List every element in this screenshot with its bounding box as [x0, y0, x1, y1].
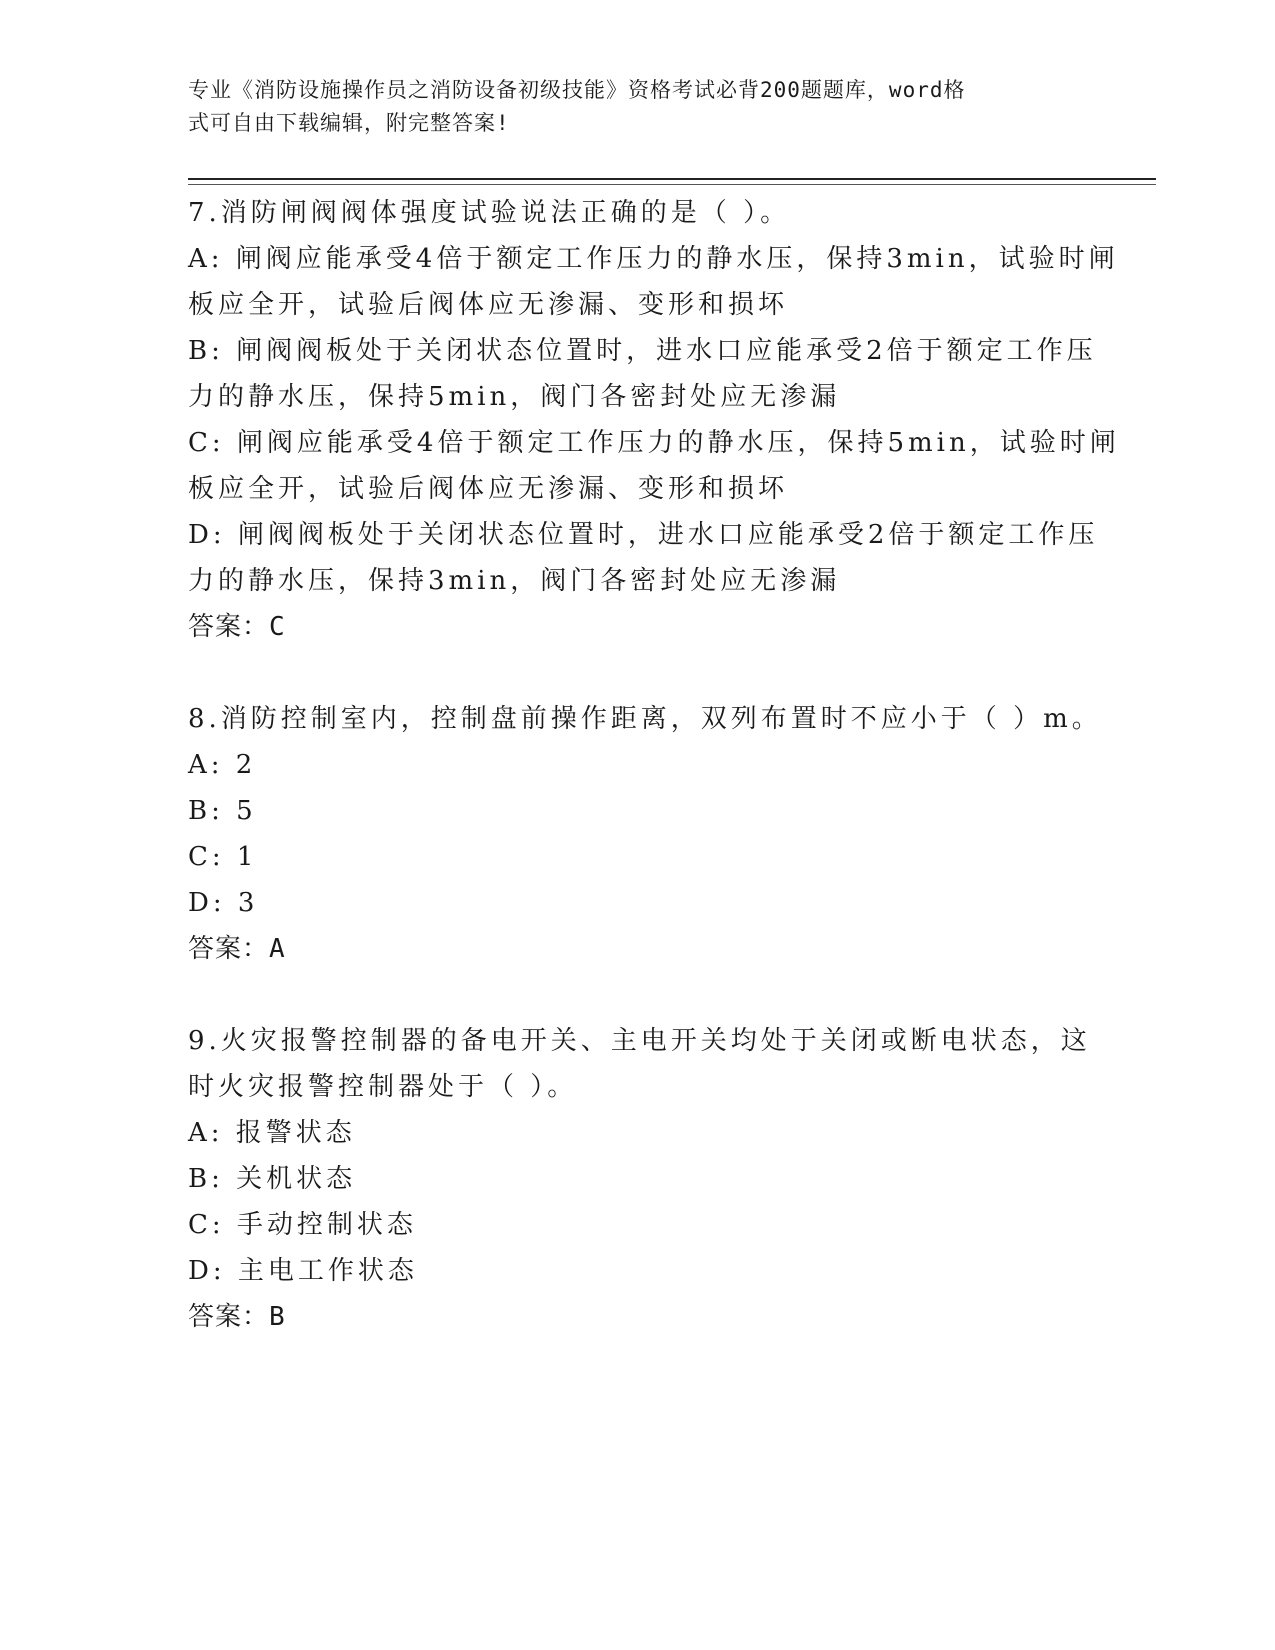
- question-stem: 8.消防控制室内，控制盘前操作距离，双列布置时不应小于（ ）m。: [188, 704, 1102, 734]
- header-line-2: 式可自由下载编辑，附完整答案!: [188, 111, 510, 135]
- question-stem: 7.消防闸阀阀体强度试验说法正确的是（ ）。: [188, 198, 791, 228]
- answer-line: 答案：B: [188, 1302, 286, 1332]
- document-header: [188, 74, 1088, 140]
- question-stem-continued: 时火灾报警控制器处于（ ）。: [188, 1072, 578, 1102]
- option-c: [188, 420, 1120, 512]
- question-stem: 9.火灾报警控制器的备电开关、主电开关均处于关闭或断电状态，这: [188, 1026, 1091, 1056]
- option-line: 力的静水压，保持5min，阀门各密封处应无渗漏: [188, 382, 841, 412]
- option-line: A: 闸阀应能承受4倍于额定工作压力的静水压，保持3min，试验时闸: [188, 244, 1119, 274]
- header-divider-thin: [188, 184, 1156, 185]
- answer-line: 答案：C: [188, 612, 286, 642]
- option-line: D: 闸阀阀板处于关闭状态位置时，进水口应能承受2倍于额定工作压: [188, 520, 1099, 550]
- option-d: [188, 512, 1099, 604]
- option-a: A: 2: [188, 750, 257, 780]
- question-9: [188, 1018, 1091, 1340]
- option-d: D: 3: [188, 888, 259, 918]
- option-b: B: 5: [188, 796, 257, 826]
- header-divider-thick: [188, 178, 1156, 180]
- option-line: C: 闸阀应能承受4倍于额定工作压力的静水压，保持5min，试验时闸: [188, 428, 1120, 458]
- header-line-1: 专业《消防设施操作员之消防设备初级技能》资格考试必背200题题库，word格: [188, 78, 966, 102]
- option-a: A: 报警状态: [188, 1118, 356, 1148]
- option-b: [188, 328, 1097, 420]
- option-c: C: 1: [188, 842, 258, 872]
- option-b: B: 关机状态: [188, 1164, 357, 1194]
- option-line: 板应全开，试验后阀体应无渗漏、变形和损坏: [188, 474, 789, 504]
- option-line: 力的静水压，保持3min，阀门各密封处应无渗漏: [188, 566, 841, 596]
- question-8: [188, 696, 1102, 972]
- option-a: [188, 236, 1119, 328]
- option-d: D: 主电工作状态: [188, 1256, 418, 1286]
- option-line: B: 闸阀阀板处于关闭状态位置时，进水口应能承受2倍于额定工作压: [188, 336, 1097, 366]
- question-list: [188, 190, 1120, 1340]
- question-7: [188, 190, 1120, 650]
- option-line: 板应全开，试验后阀体应无渗漏、变形和损坏: [188, 290, 789, 320]
- option-c: C: 手动控制状态: [188, 1210, 417, 1240]
- answer-line: 答案：A: [188, 934, 286, 964]
